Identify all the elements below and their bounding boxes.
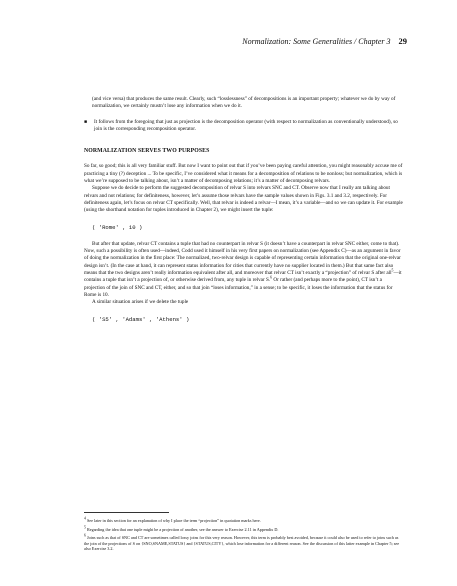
- section-heading: NORMALIZATION SERVES TWO PURPOSES: [84, 148, 210, 155]
- footnote-4-text: See later in this section for an explanation of why I place the term “projection” in quotation marks here.: [85, 518, 261, 523]
- paragraph-3-part-b: —it contains a tuple that isn’t a projection of, or otherwise derived from, any tuple in relvar S.: [84, 270, 402, 284]
- footnote-5: [84, 527, 404, 533]
- bullet-item: [84, 119, 404, 134]
- paragraph-4: A similar situation arises if we delete the tuple: [92, 299, 189, 306]
- footnote-ref-5[interactable]: 5: [391, 268, 394, 273]
- header-title: Normalization: Some Generalities / Chapter 3: [242, 37, 391, 46]
- code-tuple-2: ( 'S5' , 'Adams' , 'Athens' ): [92, 315, 190, 323]
- code-tuple-1: ( 'Rome' , 10 ): [92, 223, 143, 231]
- intro-paragraph: (and vice versa) that produces the same result. Clearly, such “losslessness” of decompositions is an important property; whatever we do by way of normalization, we certainly mustn’t lose any information when we do it.: [92, 96, 396, 110]
- paragraph-3-part-c: Or rather (and perhaps more to the point), CT isn’t a projection of the join of SNC and CT, either, and so that join “loses information,” in a sense; to be specific, it loses the information that the status for Rome is 10.: [84, 277, 393, 298]
- footnote-divider: [84, 512, 169, 513]
- bullet-text: It follows from the foregoing that just as projection is the decomposition operator (with respect to normalization as conventionally understood), so join is the corresponding recomposition operator.: [94, 118, 398, 132]
- footnote-6-number: 6: [84, 533, 86, 538]
- footnote-5-text: Regarding the idea that one tuple might be a projection of another, see the answer to Exercise 2.11 in Appendix D.: [85, 526, 279, 532]
- paragraph-3-part-a: But after that update, relvar CT contains a tuple that had no counterpart in relvar S (it doesn’t have a counterpart in relvar SNC either, come to that). Now, such a possibility is often used—indeed, Codd used it himself in his very first papers on normalization (see Appendix C)—as an argument in favor of doing the normalization in the first place: The normalized, two-relvar design is capable of representing certain information that the original one-relvar design isn’t. (In the case at hand, it can represent status information for cities that currently have no supplier located in them.) But that same fact also means that the two designs aren’t really information equivalent after all, and moreover that relvar CT isn’t exactly a “projection” of relvar S after all: [84, 240, 401, 277]
- running-header: [242, 36, 407, 46]
- footnote-4: [84, 518, 404, 524]
- footnote-4-number: 4: [84, 516, 86, 521]
- footnote-6: [84, 535, 404, 552]
- footnotes: [84, 518, 404, 555]
- footnote-5-number: 5: [84, 525, 86, 530]
- square-bullet-icon: ■: [84, 119, 88, 125]
- main-text: [84, 96, 404, 333]
- paragraph-1: So far, so good; this is all very familiar stuff. But now I want to point out that if you’ve been paying careful attention, you might reasonably accuse me of practicing a tiny (?) deception ... To be specific, I’ve considered what it means for a decomposition of relations to be nonloss; but normalization, which is what we’re supposed to be talking about, isn’t a matter of decomposing relations; it’s a matter of decomposing relvars.: [84, 163, 403, 185]
- footnote-ref-6[interactable]: 6: [270, 275, 273, 280]
- footnote-6-text: Joins such as that of SNC and CT are sometimes called lossy joins for this very reason. However, this term is probably best avoided, because it could also be used to refer to joins such as the join of the projections of S on {SNO,SNAME,STATUS} and {STATUS,CITY}, which lose information for a different reason. See the discussion of this latter example in Chapter 5; see also Exercise 3.2.: [84, 535, 400, 551]
- page-number: 29: [398, 36, 407, 46]
- paragraph-3: [84, 241, 404, 299]
- paragraph-2: Suppose we do decide to perform the suggested decomposition of relvar S into relvars SNC and CT. Observe now that I really am talking about relvars and not relations; for definiteness, however, let’s assume those relvars have the sample values shown in Figs. 3.1 and 3.2, respectively. For definiteness again, let’s focus on relvar CT specifically. Well, that relvar is indeed a relvar—I mean, it’s a variable—and so we can update it. For example (using the shorthand notation for tuples introduced in Chapter 2), we might insert the tuple:: [84, 185, 403, 214]
